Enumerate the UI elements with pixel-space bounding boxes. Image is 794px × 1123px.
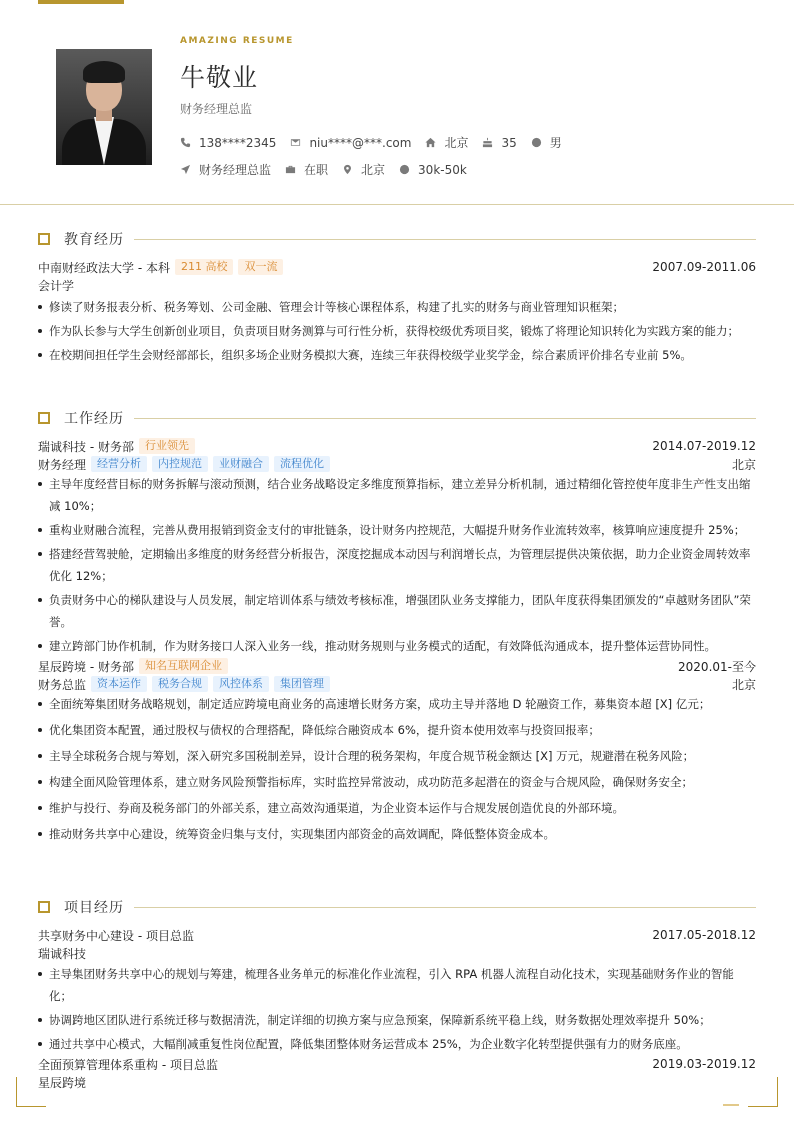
bullet-item: 在校期间担任学生会财经部部长，组织多场企业财务模拟大赛，连续三年获得校级学业奖学金，综合素质评价排名专业前 5%。 — [38, 344, 756, 366]
projects-section — [38, 897, 756, 1091]
bullet-item: 主导年度经营目标的财务拆解与滚动预测，结合业务战略设定多维度预算指标，建立差异分析机制，通过精细化管控使年度非生产性支出缩减 10%； — [38, 473, 756, 517]
info-text: niu****@***.com — [309, 135, 412, 150]
date-range: 2007.09-2011.06 — [652, 260, 756, 274]
bullet-item: 作为队长参与大学生创新创业项目，负责项目财务测算与可行性分析，获得校级优秀项目奖，锻炼了将理论知识转化为实践方案的能力； — [38, 320, 756, 342]
project-name: 全面预算管理体系重构 - 项目总监 — [38, 1057, 218, 1072]
section-header — [38, 229, 756, 249]
bullet-item: 搭建经营驾驶舱，定期输出多维度的财务经营分析报告，深度挖掘成本动因与利润增长点，为管理层提供决策依据，助力企业资金周转效率优化 12%； — [38, 543, 756, 587]
section-title: 工作经历 — [64, 411, 124, 427]
bullet-item: 修读了财务报表分析、税务筹划、公司金融、管理会计等核心课程体系，构建了扎实的财务与商业管理知识框架； — [38, 296, 756, 318]
info-target-position — [180, 161, 271, 178]
job-intent-row — [180, 161, 481, 178]
bullet-item: 构建全面风险管理体系，建立财务风险预警指标库，实时监控异常波动，成功防范多起潜在的资金与合规风险，确保财务安全； — [38, 771, 756, 793]
bullet-item: 建立跨部门协作机制，作为财务接口人深入业务一线，推动财务规则与业务模式的适配，有效降低沟通成本，提升整体运营协同性。 — [38, 635, 756, 657]
company-name: 星辰跨境 - 财务部 — [38, 659, 134, 674]
skill-tag: 资本运作 — [91, 676, 147, 692]
skill-tag: 内控规范 — [152, 456, 208, 472]
skill-tag: 流程优化 — [274, 456, 330, 472]
info-text: 35 — [501, 135, 517, 150]
bullet-item: 主导集团财务共享中心的规划与筹建，梳理各业务单元的标准化作业流程，引入 RPA 机器人流程自动化技术，实现基础财务作业的智能化； — [38, 963, 756, 1007]
info-status — [285, 161, 328, 178]
gender-icon — [531, 137, 542, 148]
phone-icon — [180, 137, 191, 148]
section-divider — [134, 239, 756, 240]
info-text: 财务经理总监 — [199, 163, 272, 177]
date-range: 2017.05-2018.12 — [652, 928, 756, 942]
job-role: 财务经理 — [38, 457, 87, 472]
briefcase-icon — [285, 164, 296, 175]
date-range: 2020.01-至今 — [678, 659, 756, 674]
mail-icon — [290, 137, 301, 148]
send-icon — [180, 164, 191, 175]
skill-tag: 税务合规 — [152, 676, 208, 692]
info-age — [482, 136, 516, 150]
section-title: 教育经历 — [64, 232, 124, 248]
info-target-city — [342, 161, 385, 178]
brand-label: AMAZING RESUME — [180, 36, 294, 46]
education-section — [38, 229, 756, 366]
info-text: 北京 — [444, 136, 469, 150]
info-email — [290, 136, 411, 150]
candidate-title: 财务经理总监 — [180, 102, 253, 116]
date-range: 2014.07-2019.12 — [652, 439, 756, 453]
project-entry — [38, 926, 756, 1055]
project-org: 星辰跨境 — [38, 1075, 87, 1090]
work-section — [38, 408, 756, 845]
cake-icon — [482, 137, 493, 148]
bullet-item: 主导全球税务合规与筹划，深入研究多国税制差异，设计合理的税务架构，年度合规节税金额达 [X] 万元，规避潜在税务风险； — [38, 745, 756, 767]
skill-tag: 经营分析 — [91, 456, 147, 472]
major: 会计学 — [38, 278, 75, 293]
section-square-icon — [38, 901, 50, 913]
salary-icon — [399, 164, 410, 175]
job-location: 北京 — [731, 457, 756, 472]
bullet-item: 维护与投行、券商及税务部门的外部关系，建立高效沟通渠道，为企业资本运作与合规发展创造优良的外部环境。 — [38, 797, 756, 819]
info-text: 30k-50k — [418, 162, 467, 177]
job-location: 北京 — [731, 677, 756, 692]
project-org: 瑞诚科技 — [38, 946, 87, 961]
info-hometown — [425, 134, 468, 151]
section-title: 项目经历 — [64, 900, 124, 916]
corner-ornament — [748, 1077, 778, 1107]
corner-ornament — [16, 1077, 46, 1107]
school-tag: 211 高校 — [175, 259, 234, 275]
page-accent-dash — [723, 1104, 739, 1106]
work-entry — [38, 657, 756, 845]
section-header — [38, 408, 756, 428]
skill-tag: 集团管理 — [274, 676, 330, 692]
profile-photo — [56, 49, 152, 165]
info-text: 北京 — [361, 163, 386, 177]
top-accent-bar — [38, 0, 124, 4]
section-divider — [134, 418, 756, 419]
section-header — [38, 897, 756, 917]
bullet-item: 优化集团资本配置，通过股权与债权的合理搭配，降低综合融资成本 6%，提升资本使用效率与投资回报率； — [38, 719, 756, 741]
section-divider — [134, 907, 756, 908]
contact-info-row — [180, 134, 576, 151]
education-entry — [38, 258, 756, 366]
header-divider — [0, 204, 794, 205]
home-icon — [425, 137, 436, 148]
bullet-item: 全面统筹集团财务战略规划，制定适应跨境电商业务的高速增长财务方案，成功主导并落地 D 轮融资工作，募集资本超 [X] 亿元； — [38, 693, 756, 715]
school-tag: 双一流 — [238, 259, 283, 275]
date-range: 2019.03-2019.12 — [652, 1057, 756, 1071]
info-phone — [180, 136, 276, 150]
info-text: 在职 — [304, 163, 329, 177]
bullet-item: 推动财务共享中心建设，统筹资金归集与支付，实现集团内部资金的高效调配，降低整体资金成本。 — [38, 823, 756, 845]
info-text: 男 — [549, 136, 562, 150]
section-square-icon — [38, 412, 50, 424]
bullet-item: 通过共享中心模式，大幅削减重复性岗位配置，降低集团整体财务运营成本 25%，为企业数字化转型提供强有力的财务底座。 — [38, 1033, 756, 1055]
job-role: 财务总监 — [38, 677, 87, 692]
location-pin-icon — [342, 164, 353, 175]
info-salary — [399, 163, 467, 177]
work-entry — [38, 437, 756, 657]
project-name: 共享财务中心建设 - 项目总监 — [38, 928, 194, 943]
school-name: 中南财经政法大学 - 本科 — [38, 260, 170, 275]
bullet-item: 重构业财融合流程，完善从费用报销到资金支付的审批链条，设计财务内控规范，大幅提升财务作业流转效率，核算响应速度提升 25%； — [38, 519, 756, 541]
company-tag: 知名互联网企业 — [139, 658, 228, 674]
info-gender — [531, 134, 562, 151]
skill-tag: 风控体系 — [213, 676, 269, 692]
bullet-item: 协调跨地区团队进行系统迁移与数据清洗，制定详细的切换方案与应急预案，保障新系统平稳上线，财务数据处理效率提升 50%； — [38, 1009, 756, 1031]
company-tag: 行业领先 — [139, 438, 195, 454]
skill-tag: 业财融合 — [213, 456, 269, 472]
candidate-name: 牛敬业 — [180, 63, 259, 92]
company-name: 瑞诚科技 - 财务部 — [38, 439, 134, 454]
project-entry — [38, 1055, 756, 1091]
section-square-icon — [38, 233, 50, 245]
info-text: 138****2345 — [199, 135, 277, 150]
bullet-item: 负责财务中心的梯队建设与人员发展，制定培训体系与绩效考核标准，增强团队业务支撑能力，团队年度获得集团颁发的“卓越财务团队”荣誉。 — [38, 589, 756, 633]
